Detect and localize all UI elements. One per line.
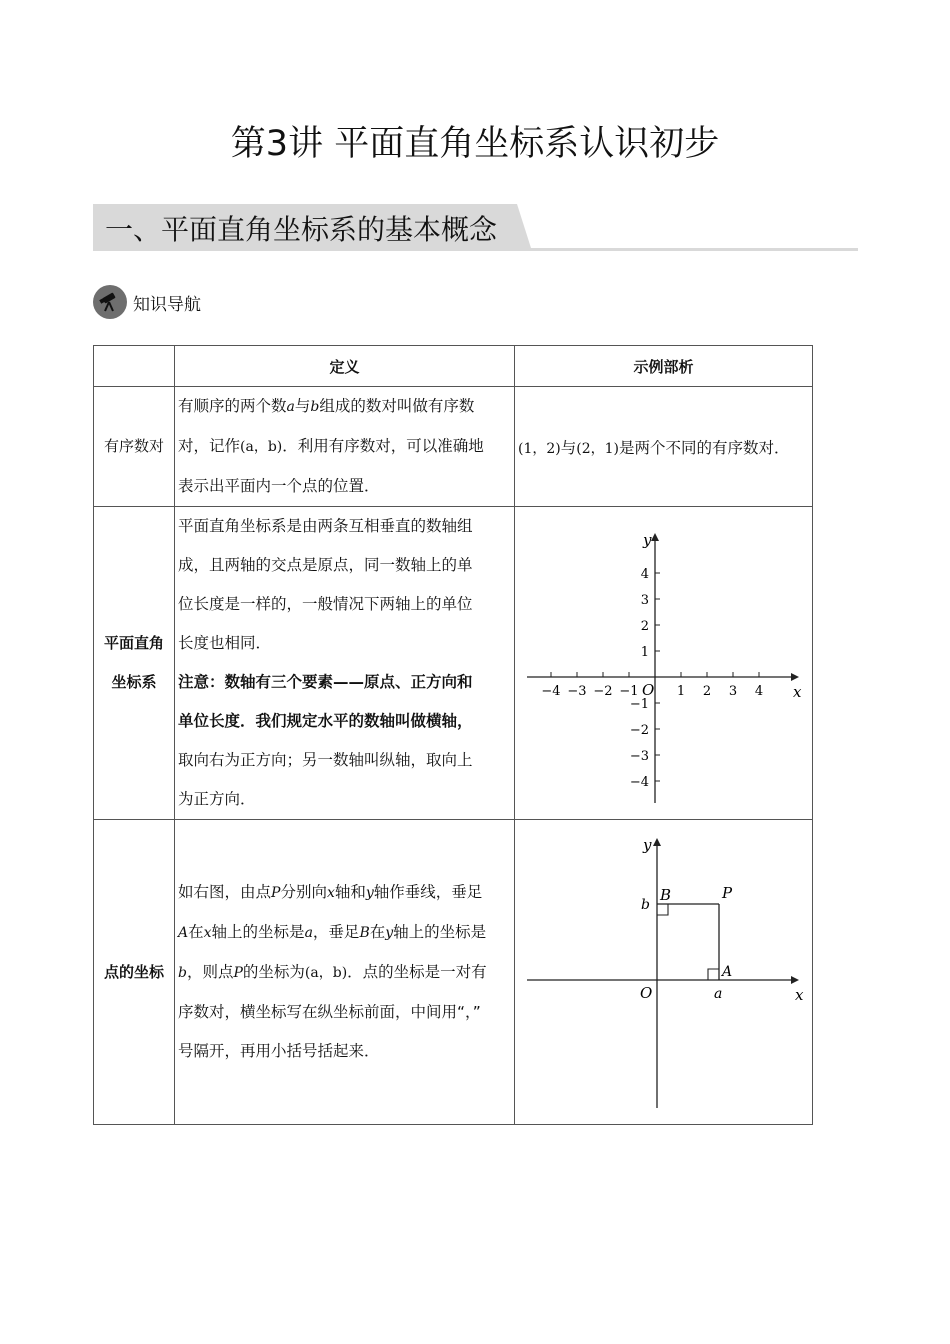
def-note: 注意：数轴有三个要素——原点、正方向和 (178, 673, 473, 691)
def-text: 号隔开，再用小括号括起来． (178, 1042, 380, 1060)
def-text: 成，且两轴的交点是原点，同一数轴上的单 (178, 556, 473, 574)
def-var: y (365, 885, 374, 901)
def-text: ，则点 (186, 963, 234, 981)
x-tick-label: −4 (541, 684, 561, 699)
table-header-row (94, 346, 813, 387)
example-coordinate-system (515, 507, 813, 820)
def-pair: (a，b) (304, 965, 348, 981)
point-p-label: P (722, 884, 733, 902)
x-axis-arrow (791, 976, 799, 984)
example-text: 与 (560, 438, 577, 457)
header-definition: 定义 (175, 346, 515, 387)
def-text: 在 (188, 923, 204, 941)
def-text: ．点的坐标是一对有 (347, 963, 487, 981)
def-text: ，垂足 (312, 923, 360, 941)
x-axis-label: x (795, 986, 804, 1004)
def-text: 长度也相同． (178, 634, 272, 652)
def-var: B (359, 925, 370, 941)
telescope-icon (93, 285, 127, 319)
term-ordered-pair: 有序数对 (94, 387, 175, 507)
def-var: P (233, 965, 243, 981)
term-coordinate-system (94, 507, 175, 820)
right-angle-mark-a (708, 969, 719, 980)
knowledge-nav (93, 285, 201, 319)
def-text: 在 (369, 923, 386, 941)
section-header (93, 204, 858, 252)
def-var: a (286, 399, 295, 415)
example-pair: (1，2) (518, 440, 561, 457)
point-coordinate-figure (515, 820, 811, 1120)
term-line: 坐标系 (111, 673, 157, 691)
y-tick-label: −2 (629, 723, 649, 738)
def-var: P (271, 885, 281, 901)
point-b-label: B (660, 886, 672, 904)
def-text: 轴和 (334, 883, 366, 901)
def-var: x (203, 925, 212, 941)
def-text: 为正方向． (178, 790, 256, 808)
value-a-label: a (714, 986, 723, 1002)
y-axis-arrow (651, 533, 659, 541)
def-var: A (178, 925, 189, 941)
def-text: 有顺序的两个数 (178, 397, 287, 415)
x-tick-label: −2 (593, 684, 613, 699)
table-row (94, 507, 813, 820)
header-term (94, 346, 175, 387)
def-text: 与 (294, 397, 311, 415)
def-text: 取向右为正方向；另一数轴叫纵轴，取向上 (178, 751, 473, 769)
y-tick-label: 2 (640, 619, 649, 634)
header-example: 示例部析 (515, 346, 813, 387)
example-text: 是两个不同的有序数对． (619, 438, 790, 457)
x-tick-label: −3 (567, 684, 587, 699)
origin-label: O (640, 984, 653, 1002)
term-point-coordinate: 点的坐标 (94, 820, 175, 1125)
def-text: 分别向 (280, 883, 327, 901)
def-var: b (310, 399, 320, 415)
table-row (94, 387, 813, 507)
right-angle-mark-b (657, 904, 668, 915)
def-var: a (304, 925, 313, 941)
example-point-coordinate (515, 820, 813, 1125)
point-a-label: A (722, 964, 733, 980)
y-axis-label: y (643, 836, 652, 854)
concept-table (93, 345, 813, 1125)
section-header-rule (93, 248, 858, 251)
y-tick-label: 3 (640, 593, 649, 608)
y-tick-label: 1 (640, 645, 649, 660)
y-tick-label: −3 (629, 749, 649, 764)
def-text: ．利用有序数对，可以准确地 (282, 437, 484, 455)
y-tick-label: −4 (629, 775, 649, 790)
def-text: 序数对，横坐标写在纵坐标前面，中间用“，” (178, 1003, 481, 1021)
def-var: x (326, 885, 335, 901)
def-text: 表示出平面内一个点的位置． (178, 477, 380, 495)
section-heading: 一、平面直角坐标系的基本概念 (105, 213, 498, 246)
def-text: 平面直角坐标系是由两条互相垂直的数轴组 (178, 517, 473, 535)
def-note: 单位长度．我们规定水平的数轴叫做横轴， (178, 712, 473, 730)
x-tick-label: 1 (676, 684, 686, 699)
def-text: 如右图，由点 (178, 883, 272, 901)
y-axis-label: y (643, 531, 652, 549)
x-tick-label: 3 (728, 684, 738, 699)
def-var: y (385, 925, 394, 941)
y-tick-label: 4 (640, 567, 649, 582)
table-row (94, 820, 813, 1125)
def-var: b (178, 965, 187, 981)
coordinate-axes-figure (515, 511, 811, 811)
x-tick-label: −1 (619, 684, 639, 699)
y-tick-label: −1 (629, 697, 649, 712)
y-axis-arrow (653, 838, 661, 846)
origin-label: O (642, 681, 655, 699)
value-b-label: b (641, 897, 650, 913)
def-text: 轴作垂线，垂足 (373, 883, 483, 901)
def-text: 的坐标为 (242, 963, 305, 981)
def-pair: (a，b) (240, 439, 283, 455)
def-text: 轴上的坐标是 (393, 923, 487, 941)
def-text: 组成的数对叫做有序数 (319, 397, 475, 415)
definition-ordered-pair (175, 387, 515, 507)
example-ordered-pair (515, 387, 813, 507)
x-axis-arrow (791, 673, 799, 681)
knowledge-nav-label: 知识导航 (133, 294, 201, 315)
term-line: 平面直角 (103, 634, 164, 652)
definition-point-coordinate (175, 820, 515, 1125)
example-pair: (2，1) (576, 440, 620, 457)
def-text: 对，记作 (178, 437, 241, 455)
def-text: 轴上的坐标是 (211, 923, 305, 941)
def-text: 位长度是一样的，一般情况下两轴上的单位 (178, 595, 473, 613)
definition-coordinate-system (175, 507, 515, 820)
x-tick-label: 2 (702, 684, 712, 699)
x-tick-label: 4 (754, 684, 764, 699)
page-title: 第3讲 平面直角坐标系认识初步 (230, 124, 720, 164)
x-axis-label: x (793, 683, 802, 701)
